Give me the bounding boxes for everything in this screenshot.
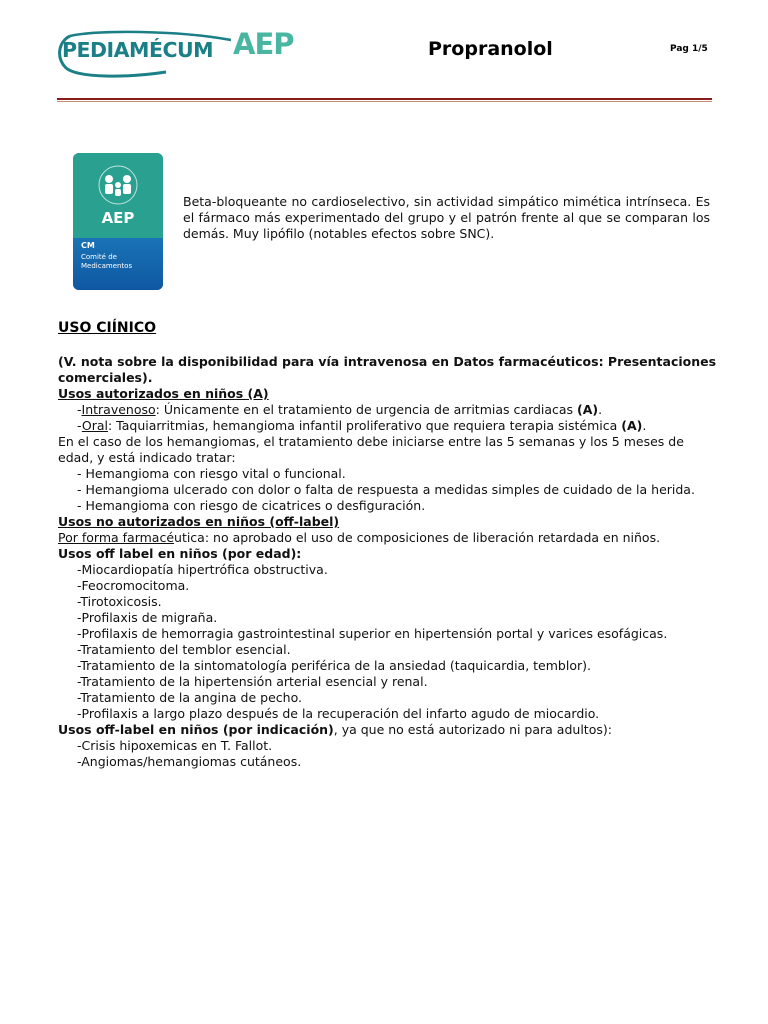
list-item: -Angiomas/hemangiomas cutáneos. [77, 754, 302, 769]
page-number: Pag 1/5 [670, 44, 708, 54]
pharmaceutical-form-text: utica: no aprobado el uso de composiciones de liberación retardada en niños. [174, 530, 661, 545]
pharmaceutical-form-line [58, 530, 718, 546]
availability-note: (V. nota sobre la disponibilidad para vía intravenosa en Datos farmacéuticos: Presentaciones comerciales). [58, 354, 717, 385]
document-title: Propranolol [428, 38, 553, 60]
list-item: -Miocardiopatía hipertrófica obstructiva. [77, 562, 328, 577]
intravenous-text: : Únicamente en el tratamiento de urgencia de arritmias cardiacas [155, 402, 578, 417]
intravenous-label: Intravenoso [81, 402, 156, 417]
header-divider-secondary [57, 101, 712, 102]
badge-committee-label: Comité de Medicamentos [81, 253, 133, 270]
children-emblem-icon [93, 163, 143, 208]
header-divider [57, 98, 712, 100]
offlabel-age-heading: Usos off label en niños (por edad): [58, 546, 302, 561]
offlabel-indication-line [58, 722, 718, 738]
oral-label: Oral [81, 418, 108, 433]
list-item: - Hemangioma ulcerado con dolor o falta de respuesta a medidas simples de cuidado de la herida. [77, 482, 695, 497]
logo-wordmark: PEDIAMÉCUM [62, 38, 214, 62]
oral-text: : Taquiarritmias, hemangioma infantil proliferativo que requiera terapia sistémica [107, 418, 622, 433]
offlabel-indication-rest: , ya que no está autorizado ni para adultos): [333, 722, 612, 737]
drug-description: Beta-bloqueante no cardioselectivo, sin actividad simpático mimética intrínseca. Es el fármaco más experimentado del grupo y el patrón frente al que se comparan los demás. Muy lipófilo (notables efectos sobre SNC). [183, 194, 710, 241]
list-item: -Crisis hipoxemicas en T. Fallot. [77, 738, 273, 753]
offlabel-indication-heading: Usos off-label en niños (por indicación) [58, 722, 334, 737]
clinical-use-body [58, 354, 718, 770]
intravenous-use: -Intravenoso: Únicamente en el tratamiento de urgencia de arritmias cardiacas (A). [77, 402, 603, 417]
list-item: -Tirotoxicosis. [77, 594, 162, 609]
offlabel-uses-heading: Usos no autorizados en niños (off-label) [58, 514, 340, 529]
hemangioma-intro: En el caso de los hemangiomas, el tratamiento debe iniciarse entre las 5 semanas y los 5 meses de edad, y está indicado tratar: [58, 434, 684, 465]
intravenous-mark: (A) [577, 402, 599, 417]
list-item: -Tratamiento del temblor esencial. [77, 642, 291, 657]
list-item: -Profilaxis de migraña. [77, 610, 218, 625]
oral-use: -Oral: Taquiarritmias, hemangioma infantil proliferativo que requiera terapia sistémica (A). [77, 418, 647, 433]
list-item: -Profilaxis de hemorragia gastrointestinal superior en hipertensión portal y varices esofágicas. [77, 626, 668, 641]
oral-mark: (A) [621, 418, 643, 433]
badge-cm-label: CM [81, 241, 95, 250]
list-item: - Hemangioma con riesgo vital o funcional. [77, 466, 346, 481]
badge-aep-label: AEP [101, 209, 135, 227]
authorized-uses-heading: Usos autorizados en niños (A) [58, 386, 269, 401]
section-title-clinical-use: USO CIÍNICO [58, 320, 157, 336]
logo-aep: AEP [233, 27, 294, 61]
list-item: -Profilaxis a largo plazo después de la recuperación del infarto agudo de miocardio. [77, 706, 600, 721]
pharmaceutical-form-label: Por forma farmacé [58, 530, 175, 545]
list-item: -Tratamiento de la angina de pecho. [77, 690, 302, 705]
list-item: -Feocromocitoma. [77, 578, 190, 593]
list-item: - Hemangioma con riesgo de cicatrices o desfiguración. [77, 498, 426, 513]
list-item: -Tratamiento de la hipertensión arterial esencial y renal. [77, 674, 428, 689]
list-item: -Tratamiento de la sintomatología periférica de la ansiedad (taquicardia, temblor). [77, 658, 591, 673]
aep-committee-badge [73, 153, 163, 290]
